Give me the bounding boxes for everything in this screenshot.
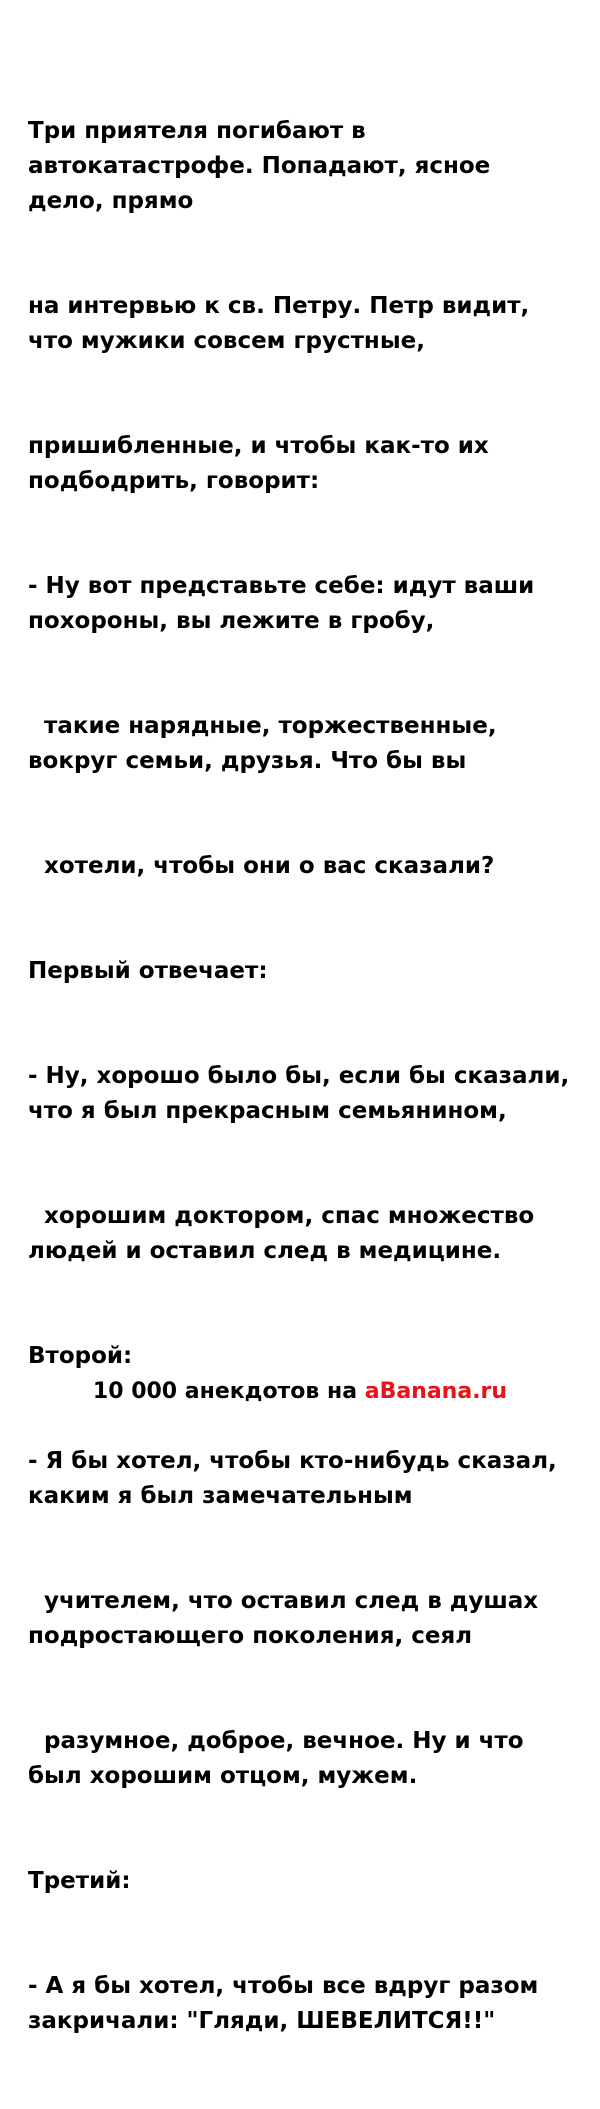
footer-label: 10 000 анекдотов на <box>92 1379 365 1404</box>
footer-brand-link[interactable]: aBanana.ru <box>364 1379 508 1404</box>
joke-line: - Ну, хорошо было бы, если бы сказали, что я был прекрасным семьянином, <box>28 1063 578 1124</box>
joke-line: Третий: <box>28 1868 131 1894</box>
joke-line: разумное, доброе, вечное. Ну и что был хорошим отцом, мужем. <box>28 1728 532 1789</box>
joke-line: - Ну вот представьте себе: идут ваши похороны, вы лежите в гробу, <box>28 573 543 634</box>
joke-line: - Я бы хотел, чтобы кто-нибудь сказал, каким я был замечательным <box>28 1448 565 1509</box>
joke-line: пришибленные, и чтобы как-то их подбодрить, говорит: <box>28 433 497 494</box>
joke-line: на интервью к св. Петру. Петр видит, что мужики совсем грустные, <box>28 293 538 354</box>
joke-line: учителем, что оставил след в душах подростающего поколения, сеял <box>28 1588 547 1649</box>
joke-line: Первый отвечает: <box>28 958 268 984</box>
joke-line: хотели, чтобы они о вас сказали? <box>28 853 495 879</box>
joke-line: - А я бы хотел, чтобы все вдруг разом закричали: "Гляди, ШЕВЕЛИТСЯ!!" <box>28 1973 547 2034</box>
footer <box>0 1378 600 1406</box>
joke-line: такие нарядные, торжественные, вокруг семьи, друзья. Что бы вы <box>28 713 505 774</box>
joke-line: хорошим доктором, спас множество людей и оставил след в медицине. <box>28 1203 543 1264</box>
joke-text <box>28 44 578 2109</box>
joke-line: Второй: <box>28 1343 133 1369</box>
joke-line: Три приятеля погибают в автокатастрофе. Попадают, ясное дело, прямо <box>28 118 499 214</box>
